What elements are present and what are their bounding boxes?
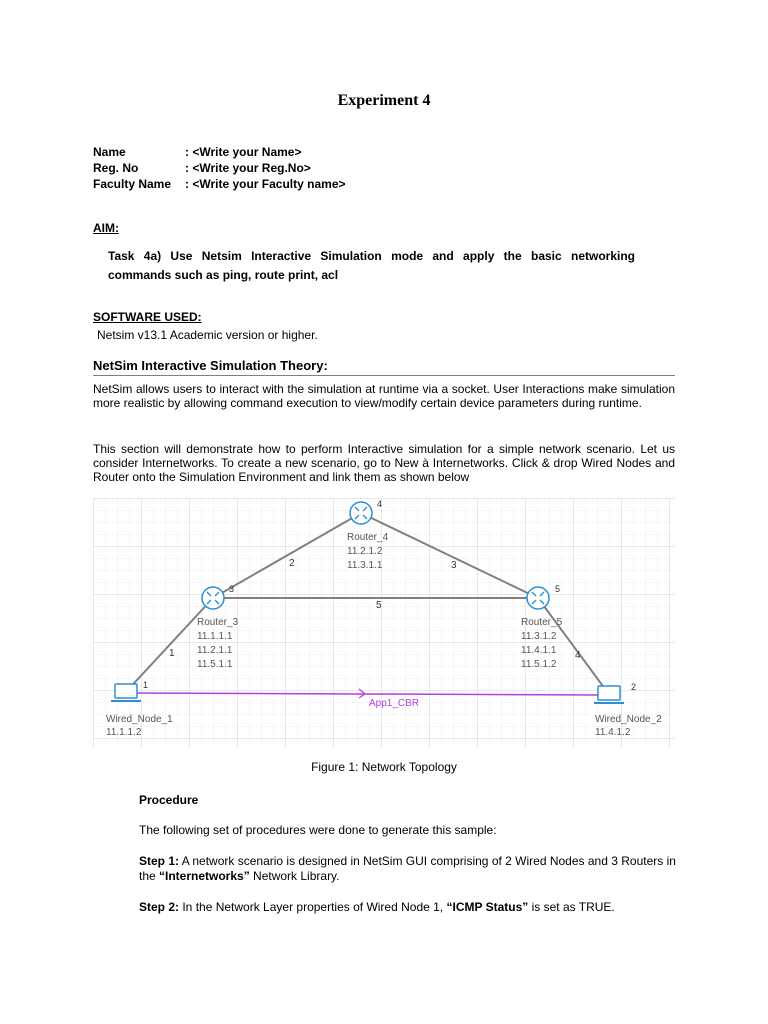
- theory-paragraph-1: NetSim allows users to interact with the simulation at runtime via a socket. User Interactions make simulation more realistic by allowing command execution to view/modify certain device parameters during runtime.: [93, 382, 675, 410]
- page-title: Experiment 4: [337, 92, 431, 109]
- theory-heading: NetSim Interactive Simulation Theory:: [93, 358, 675, 376]
- info-value: : <Write your Reg.No>: [185, 161, 311, 175]
- step-label: Step 1:: [139, 854, 180, 868]
- link-label-2: 2: [289, 558, 295, 569]
- wired-node-1-ip: 11.1.1.2: [106, 727, 142, 738]
- info-label: Faculty Name: [93, 177, 172, 191]
- wired-node-1-id: 1: [143, 680, 149, 690]
- procedure-heading: Procedure: [139, 793, 199, 807]
- step-text: In the Network Layer properties of Wired Node 1,: [179, 900, 447, 914]
- step-text: is set as TRUE.: [528, 900, 615, 914]
- step-emphasis: “Internetworks”: [159, 869, 250, 883]
- procedure-intro: The following set of procedures were done to generate this sample:: [139, 823, 497, 837]
- topology-diagram: [93, 498, 675, 748]
- link-label-1: 1: [169, 648, 175, 659]
- wired-node-2-name: Wired_Node_2: [595, 714, 662, 725]
- router-3-name: Router_3: [197, 617, 239, 628]
- info-label: Name: [93, 145, 126, 159]
- aim-task: Task 4a) Use Netsim Interactive Simulation mode and apply the basic networking commands such as ping, route print, acl: [108, 249, 635, 282]
- info-row-regno: [93, 161, 311, 175]
- info-row-faculty: [93, 177, 346, 191]
- router-4-ip: 11.2.1.2: [347, 546, 383, 557]
- wired-node-1-name: Wired_Node_1: [106, 714, 173, 725]
- step-label: Step 2:: [139, 900, 180, 914]
- router-4-id: 4: [377, 499, 383, 509]
- router-5-ip: 11.3.1.2: [521, 631, 557, 642]
- info-row-name: [93, 145, 301, 159]
- procedure-step-2: [139, 900, 679, 915]
- info-value: : <Write your Faculty name>: [185, 177, 346, 191]
- link-label-3: 3: [451, 560, 457, 571]
- network-topology-figure: [93, 498, 675, 748]
- step-emphasis: “ICMP Status”: [446, 900, 529, 914]
- router-4-name: Router_4: [347, 532, 389, 543]
- link-label-4: 4: [575, 650, 581, 661]
- router-3-ip: 11.1.1.1: [197, 631, 233, 642]
- info-label: Reg. No: [93, 161, 139, 175]
- info-value: : <Write your Name>: [185, 145, 302, 159]
- router-3-ip: 11.2.1.1: [197, 645, 233, 656]
- step-text: Network Library.: [249, 869, 340, 883]
- procedure-step-1: [139, 854, 679, 884]
- router-5-name: Router_5: [521, 617, 563, 628]
- router-3-id: 3: [229, 584, 235, 594]
- router-5-ip: 11.4.1.1: [521, 645, 557, 656]
- figure-caption: Figure 1: Network Topology: [311, 760, 457, 774]
- router-3-ip: 11.5.1.1: [197, 659, 233, 670]
- router-5-id: 5: [555, 584, 561, 594]
- router-5-ip: 11.5.1.2: [521, 659, 557, 670]
- theory-paragraph-2: This section will demonstrate how to perform Interactive simulation for a simple network scenario. Let us consider Internetworks. To create a new scenario, go to New à Internetworks. Click & drop Wired Nodes and Router onto the Simulation Environment and link them as shown below: [93, 442, 675, 484]
- step-text: A network scenario is designed in NetSim GUI comprising of 2 Wired Nodes and 3 Routers in the: [139, 854, 676, 883]
- link-label-5: 5: [376, 600, 382, 611]
- computer-icon: [111, 684, 141, 701]
- software-text: Netsim v13.1 Academic version or higher.: [97, 328, 318, 342]
- router-4-ip: 11.3.1.1: [347, 560, 383, 571]
- wired-node-2-ip: 11.4.1.2: [595, 727, 631, 738]
- computer-icon: [594, 686, 624, 703]
- app-label: App1_CBR: [369, 698, 420, 709]
- wired-node-2-id: 2: [631, 682, 637, 692]
- aim-heading: AIM:: [93, 221, 119, 235]
- software-heading: SOFTWARE USED:: [93, 310, 202, 324]
